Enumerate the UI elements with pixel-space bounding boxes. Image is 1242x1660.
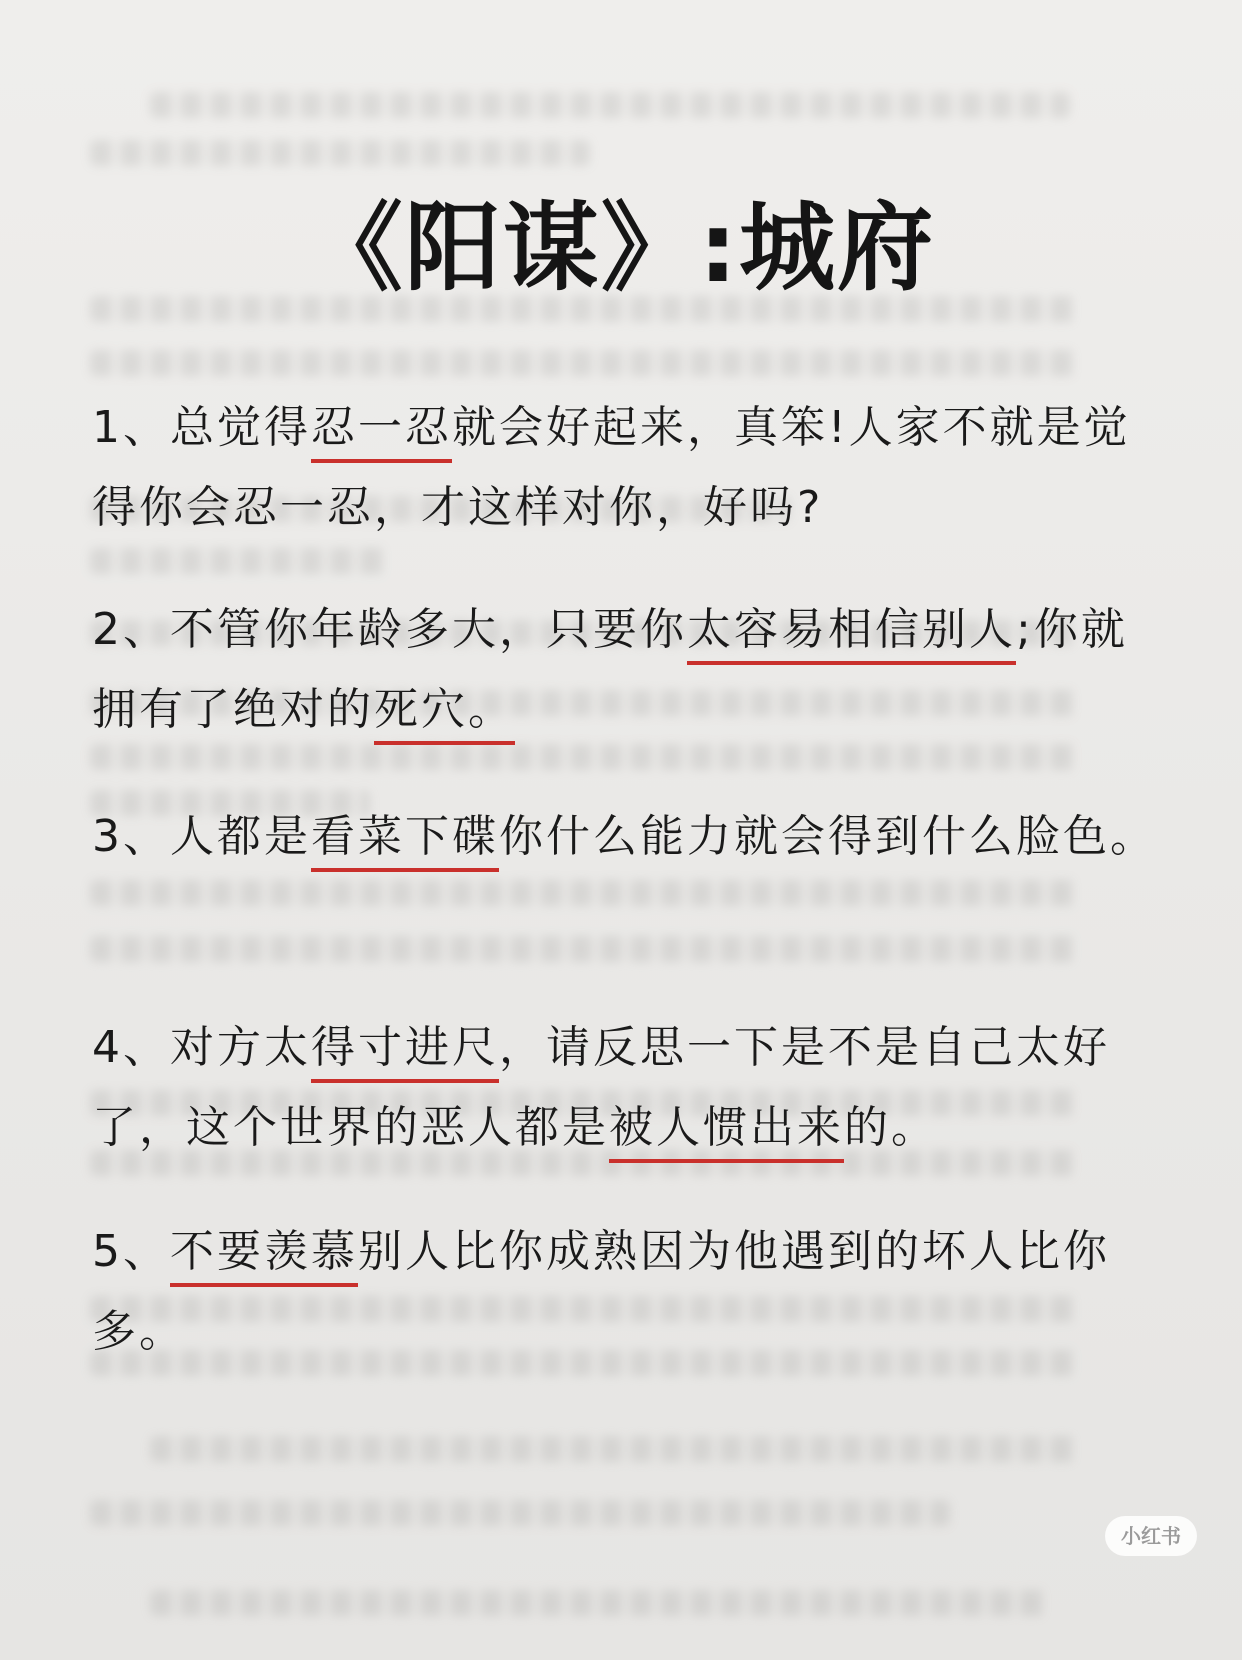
- item-text: 就会好起来，真笨!人家不就是觉得你会忍一忍，才这样对你，好吗?: [92, 402, 1131, 533]
- list-item-3: [92, 797, 1172, 877]
- item-text: ;你就拥有了绝对的: [92, 604, 1128, 735]
- item-text: 对方太: [170, 1022, 311, 1073]
- underlined-phrase: 太容易相信别人: [687, 604, 1016, 665]
- page-title: 《阳谋》:城府: [306, 192, 936, 304]
- underlined-phrase: 不要羡慕: [170, 1226, 358, 1287]
- item-number: 2、: [92, 604, 170, 655]
- underlined-phrase: 得寸进尺: [311, 1022, 499, 1083]
- item-text: ，请反思一下是不是自己太好了，这个世界的恶人都是: [92, 1022, 1110, 1153]
- list-item-2: [92, 590, 1172, 750]
- underlined-phrase: 忍一忍: [311, 402, 452, 463]
- item-text: 不管你年龄多大，只要你: [170, 604, 687, 655]
- item-number: 1、: [92, 402, 170, 453]
- item-text: 的。: [844, 1102, 938, 1153]
- item-text: 总觉得: [170, 402, 311, 453]
- list-item-4: [92, 1008, 1172, 1168]
- item-text: 你什么能力就会得到什么脸色。: [499, 811, 1157, 862]
- list-item-1: [92, 388, 1172, 548]
- item-text: 别人比你成熟因为他遇到的坏人比你多。: [92, 1226, 1110, 1357]
- watermark-logo: 小红书: [1105, 1516, 1197, 1556]
- underlined-phrase: 看菜下碟: [311, 811, 499, 872]
- underlined-phrase: 被人惯出来: [609, 1102, 844, 1163]
- item-number: 3、: [92, 811, 170, 862]
- list-item-5: [92, 1212, 1172, 1372]
- item-number: 5、: [92, 1226, 170, 1277]
- item-number: 4、: [92, 1022, 170, 1073]
- underlined-phrase: 死穴。: [374, 684, 515, 745]
- item-text: 人都是: [170, 811, 311, 862]
